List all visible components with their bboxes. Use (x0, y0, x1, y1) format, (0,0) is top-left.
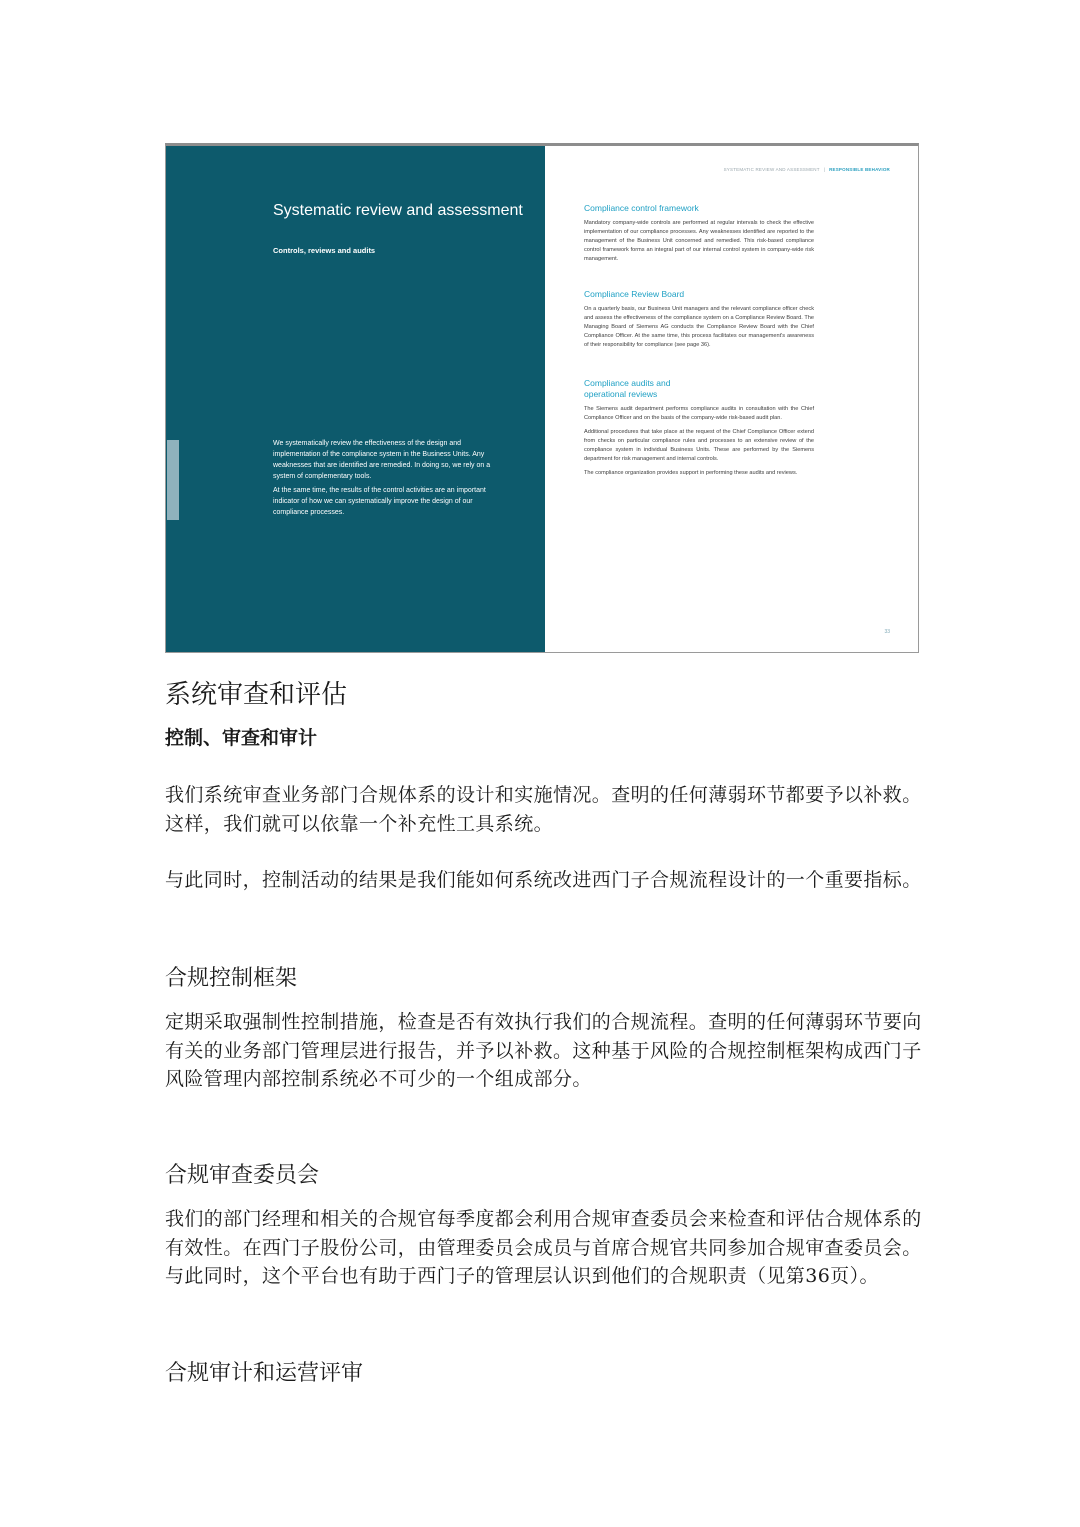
right-page (545, 146, 918, 652)
spread-intro-paragraph: We systematically review the effectiveness of the design and implementation of the compliance system in the Business Units. Any weaknesses that are identified are remedied. In doing so, we rely on a system of complementary tools. (273, 440, 491, 480)
section-heading-control-framework: 合规控制框架 (165, 966, 298, 991)
section-body-review-board: 我们的部门经理和相关的合规官每季度都会利用合规审查委员会来检查和评估合规体系的有效性。在西门子股份公司，由管理委员会成员与首席合规官共同参加合规审查委员会。与此同时，这个平台也有助于西门子的管理层认识到他们的合规职责（见第36页）。 (165, 1208, 922, 1287)
right-section-heading: Compliance audits and operational reviews (584, 378, 671, 399)
spread-intro-paragraph: At the same time, the results of the control activities are an important indicator of how we can systematically improve the design of our compliance processes. (273, 487, 486, 516)
section-body-control-framework: 定期采取强制性控制措施，检查是否有效执行我们的合规流程。查明的任何薄弱环节要向有关的业务部门管理层进行报告，并予以补救。这种基于风险的合规控制框架构成西门子风险管理内部控制系统必不可少的一个组成部分。 (165, 1011, 922, 1090)
right-section-paragraph: Additional procedures that take place at the request of the Chief Compliance Officer extend from checks on particular compliance rules and processes to an extensive review of the compliance system in individual Business Units. These are performed by the Siemens department for risk management and internal controls. (584, 429, 814, 462)
page-number: 33 (884, 629, 890, 635)
right-section-paragraph: The Siemens audit department performs compliance audits in consultation with the Chief Compliance Officer and on the basis of the company-wide risk-based audit plan. (584, 406, 814, 421)
right-section-paragraph: Mandatory company-wide controls are performed at regular intervals to check the effective implementation of our compliance processes. Any weaknesses identified are reported to the management of the Business Unit concerned and remedied. This risk-based compliance control framework forms an integral part of our internal control system in company-wide risk management. (584, 220, 814, 262)
running-head-separator: | (823, 167, 826, 172)
right-section-paragraph: The compliance organization provides support in performing these audits and reviews. (584, 470, 798, 476)
section-heading-review-board: 合规审查委员会 (165, 1163, 320, 1188)
article-paragraph: 与此同时，控制活动的结果是我们能如何系统改进西门子合规流程设计的一个重要指标。 (165, 869, 922, 891)
article-subtitle: 控制、审查和审计 (165, 727, 318, 749)
running-head-title: SYSTEMATIC REVIEW AND ASSESSMENT (723, 167, 820, 172)
article-title: 系统审查和评估 (165, 680, 348, 710)
left-accent-bar (167, 440, 179, 520)
spread-subtitle: Controls, reviews and audits (273, 246, 376, 255)
brochure-spread-image (165, 143, 919, 653)
right-section-review-board (584, 289, 814, 355)
spread-intro (273, 438, 503, 521)
section-heading-audits: 合规审计和运营评审 (165, 1361, 364, 1386)
right-section-audits (584, 378, 814, 483)
right-section-heading: Compliance Review Board (584, 289, 685, 299)
running-head (724, 167, 890, 172)
left-page-teal (166, 146, 545, 652)
spread-title: Systematic review and assessment (273, 202, 523, 219)
article-paragraph: 我们系统审查业务部门合规体系的设计和实施情况。查明的任何薄弱环节都要予以补救。这样，我们就可以依靠一个补充性工具系统。 (165, 784, 922, 835)
right-section-control-framework (584, 203, 814, 269)
right-section-paragraph: On a quarterly basis, our Business Unit managers and the relevant compliance officer check and assess the effectiveness of the compliance system on a Compliance Review Board. The Managing Board of Siemens AG conducts the Compliance Review Board with the Chief Compliance Officer. At the same time, this process facilitates our management's awareness of their responsibility for compliance (see page 36). (584, 306, 814, 348)
running-head-section: RESPONSIBLE BEHAVIOR (829, 167, 890, 172)
right-section-heading: Compliance control framework (584, 203, 699, 213)
